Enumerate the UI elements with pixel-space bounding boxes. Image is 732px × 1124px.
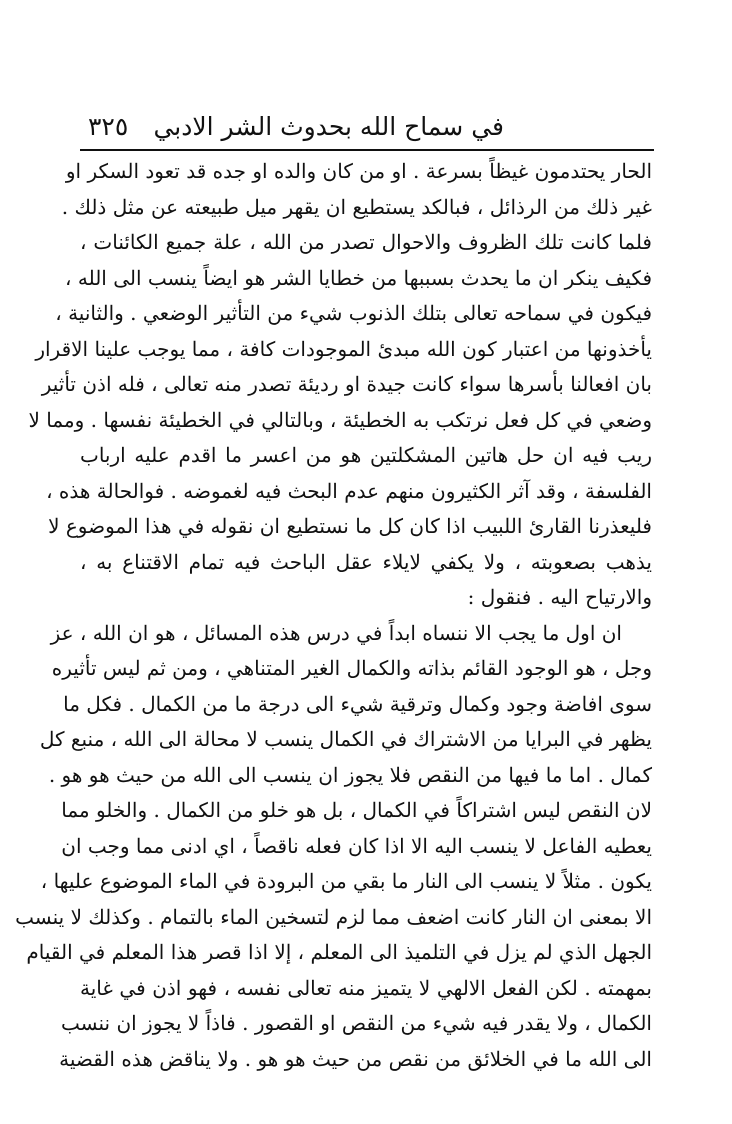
text-line: يكون . مثلاً لا ينسب الى النار ما بقي من البرودة في الماء الموضوع عليها ، — [40, 869, 652, 893]
text-line: غير ذلك من الرذائل ، فبالكد يستطيع ان يقهر ميل طبيعته عن مثل ذلك . — [61, 194, 652, 219]
page-number: ٣٢٥ — [88, 112, 129, 141]
paragraph-end-line: والارتياح اليه . فنقول : — [467, 585, 652, 609]
text-line: كمال . اما ما فيها من النقص فلا يجوز ان ينسب الى الله من حيث هو هو . — [48, 762, 652, 787]
text-line: وضعي في كل فعل نرتكب به الخطيئة ، وبالتالي في الخطيئة نفسها . ومما لا — [28, 407, 652, 432]
text-line: الحار يحتدمون غيظاً بسرعة . او من كان والده او جده قد تعود السكر او — [65, 159, 652, 183]
text-line: ريب فيه ان حل هاتين المشكلتين هو من اعسر ما اقدم عليه ارباب — [80, 443, 652, 467]
text-line: سوى افاضة وجود وكمال وترقية شيء الى درجة ما من الكمال . فكل ما — [63, 691, 652, 716]
text-line: يأخذونها من اعتبار كون الله مبدئ الموجودات كافة ، مما يوجب علينا الاقرار — [35, 336, 652, 361]
text-line: الى الله ما في الخلائق من نقص من حيث هو هو . ولا يناقض هذه القضية — [59, 1046, 652, 1071]
text-line: بمهمته . لكن الفعل الالهي لا يتميز منه تعالى نفسه ، فهو اذن في غاية — [80, 975, 652, 1000]
text-line: الا بمعنى ان النار كانت اضعف مما لزم لتسخين الماء بالتمام . وكذلك لا ينسب — [15, 904, 652, 929]
text-line: لان النقص ليس اشتراكاً في الكمال ، بل هو خلو من الكمال . والخلو مما — [61, 798, 652, 822]
text-line: الفلسفة ، وقد آثر الكثيرون منهم عدم البحث فيه لغموضه . فوالحالة هذه ، — [46, 478, 652, 503]
text-line: بان افعالنا بأسرها سواء كانت جيدة او رديئة تصدر منه تعالى ، فله اذن تأثير — [41, 372, 652, 396]
text-line: فلما كانت تلك الظروف والاحوال تصدر من الله ، علة جميع الكائنات ، — [80, 230, 652, 254]
text-line: الجهل الذي لم يزل في التلميذ الى المعلم ، إلا اذا قصر هذا المعلم في القيام — [26, 940, 652, 964]
page-header — [78, 106, 654, 148]
text-line: الكمال ، ولا يقدر فيه شيء من النقص او القصور . فاذاً لا يجوز ان ننسب — [61, 1011, 652, 1035]
text-line: يذهب بصعوبته ، ولا يكفي لايلاء عقل الباحث فيه تمام الاقتناع به ، — [80, 549, 652, 574]
paragraph-start-line: ان اول ما يجب الا ننساه ابداً في درس هذه المسائل ، هو ان الله ، عز — [50, 620, 622, 645]
text-line: وجل ، هو الوجود القائم بذاته والكمال الغير المتناهي ، ومن ثم ليس تأثيره — [51, 656, 652, 680]
text-line: يعطيه الفاعل لا ينسب اليه الا اذا كان فعله ناقصاً ، اي ادنى مما وجب ان — [61, 833, 652, 858]
text-line: فيكون في سماحه تعالى بتلك الذنوب شيء من التأثير الوضعي . والثانية ، — [55, 301, 652, 325]
text-line: يظهر في البرايا من الاشتراك في الكمال ينسب لا محالة الى الله ، منبع كل — [39, 727, 652, 751]
header-rule — [80, 149, 654, 151]
text-line: فليعذرنا القارئ اللبيب اذا كان كل ما نستطيع ان نقوله في هذا الموضوع لا — [48, 514, 652, 538]
running-title: في سماح الله بحدوث الشر الادبي — [153, 112, 504, 141]
body-text — [15, 154, 652, 1077]
text-line: فكيف ينكر ان ما يحدث بسببها من خطايا الشر هو ايضاً ينسب الى الله ، — [65, 265, 652, 290]
